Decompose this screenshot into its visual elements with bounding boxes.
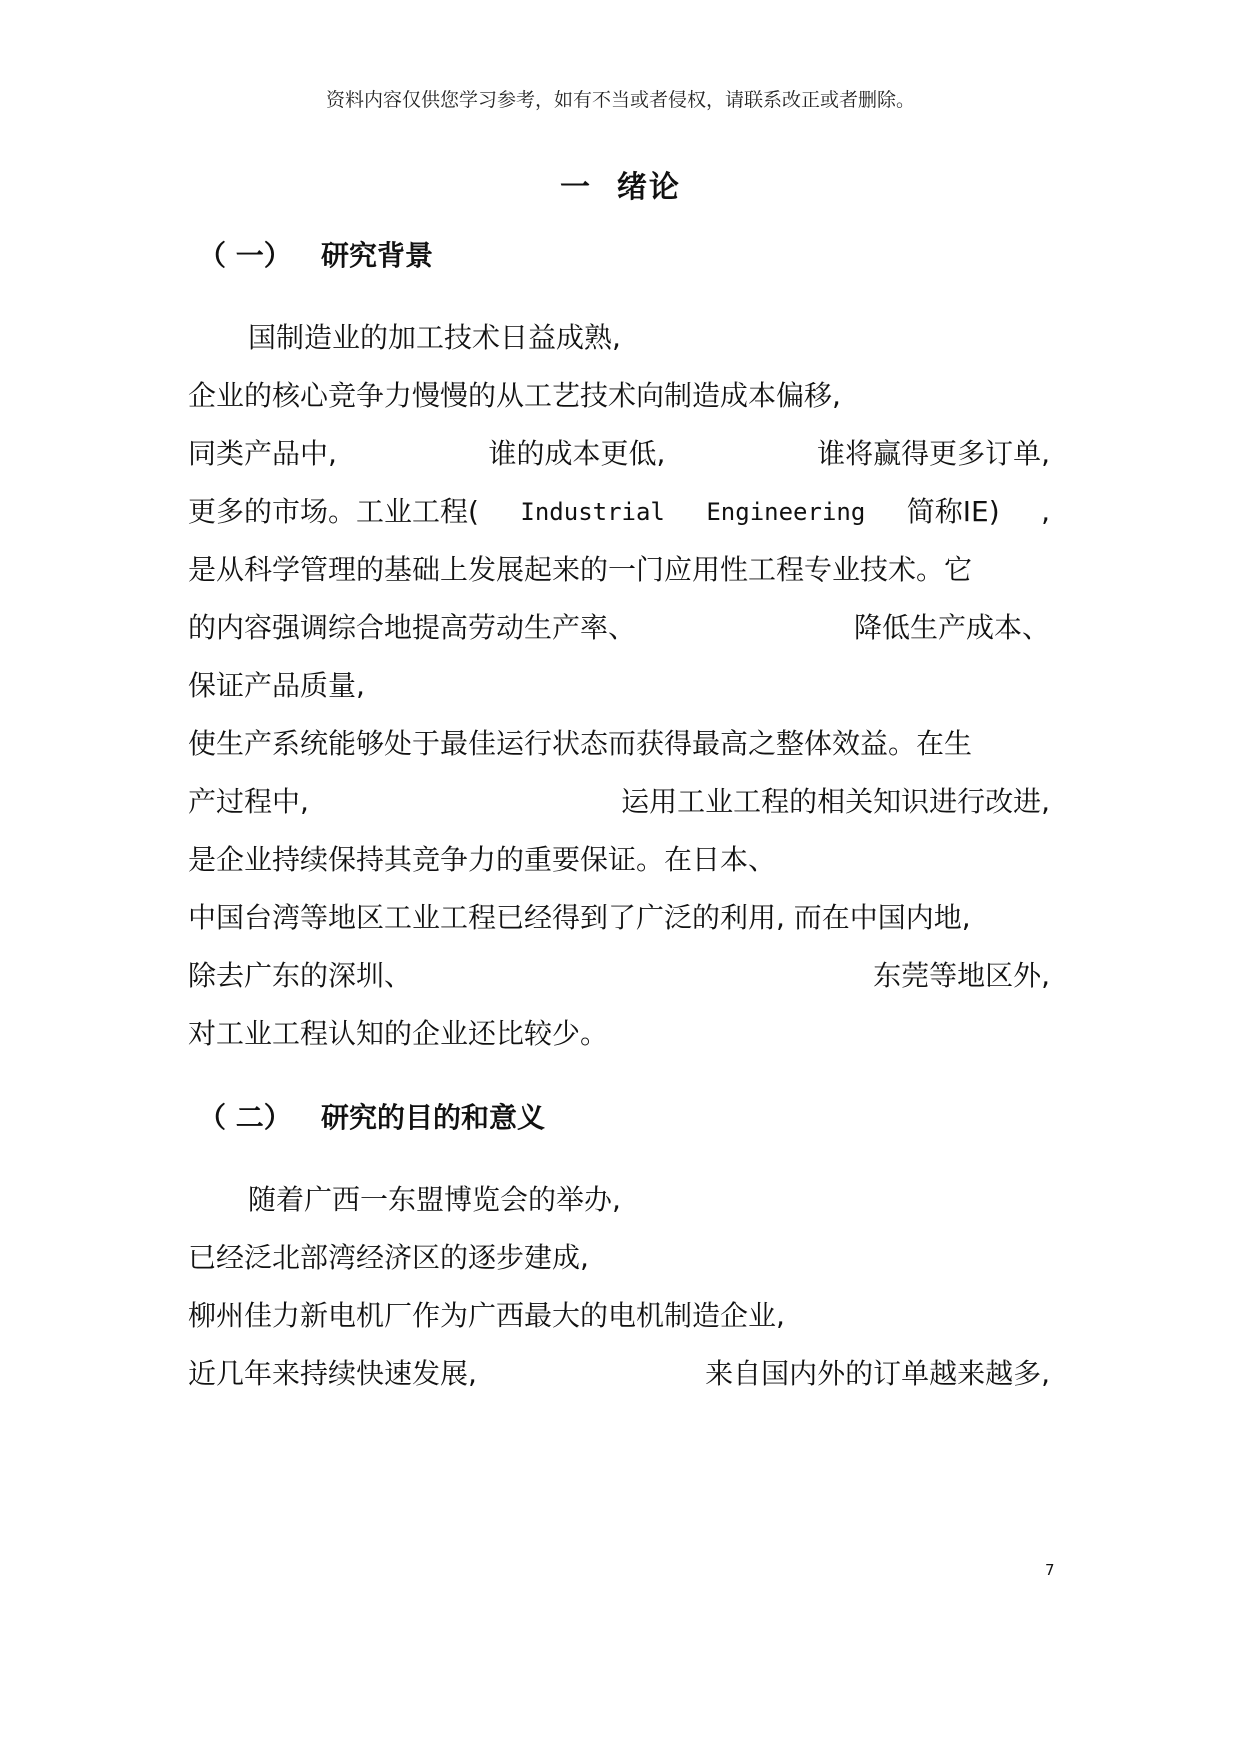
paragraph-line: 是从科学管理的基础上发展起来的一门应用性工程专业技术。它 [188,553,973,586]
text-segment: 除去广东的深圳、 [188,959,413,992]
paragraph-line: 企业的核心竞争力慢慢的从工艺技术向制造成本偏移, [188,379,841,412]
paragraph-line [188,956,1050,996]
paragraph-line [188,434,1050,474]
paragraph-line: 保证产品质量, [188,669,365,702]
text-segment: 产过程中, [188,785,309,818]
text-segment: Engineering [706,498,866,526]
text-segment: 更多的市场。工业工程( [188,495,479,528]
section-heading-purpose: （ 二） 研究的目的和意义 [198,1101,545,1134]
text-segment: 同类产品中, [188,437,337,470]
text-segment: 简称IE) [906,495,1000,528]
section-heading-background: （ 一） 研究背景 [198,239,433,272]
text-segment: 的内容强调综合地提高劳动生产率、 [188,611,637,644]
paragraph-line [188,782,1050,822]
paragraph-line: 使生产系统能够处于最佳运行状态而获得最高之整体效益。在生 [188,727,973,760]
chapter-title: 一 绪论 [560,170,681,205]
paragraph-line [188,1354,1050,1394]
paragraph-line: 柳州佳力新电机厂作为广西最大的电机制造企业, [188,1299,785,1332]
paragraph-line: 中国台湾等地区工业工程已经得到了广泛的利用, 而在中国内地, [188,901,971,934]
page-number: 7 [1045,1561,1055,1579]
paragraph-line: 随着广西一东盟博览会的举办, [248,1183,621,1216]
paragraph-line: 已经泛北部湾经济区的逐步建成, [188,1241,589,1274]
text-segment: Industrial [520,498,665,526]
paragraph-line [188,608,1050,648]
text-segment: 降低生产成本、 [853,611,1050,644]
text-segment: 近几年来持续快速发展, [188,1357,477,1390]
text-segment: 来自国内外的订单越来越多, [705,1357,1050,1390]
text-segment: 谁将赢得更多订单, [817,437,1050,470]
paragraph-line: 国制造业的加工技术日益成熟, [248,321,621,354]
text-segment: 东莞等地区外, [873,959,1050,992]
paragraph-line: 对工业工程认知的企业还比较少。 [188,1017,609,1050]
text-segment: , [1041,495,1050,528]
paragraph-line [188,492,1050,532]
text-segment: 运用工业工程的相关知识进行改进, [621,785,1050,818]
text-segment: 谁的成本更低, [488,437,666,470]
header-disclaimer: 资料内容仅供您学习参考，如有不当或者侵权，请联系改正或者删除。 [325,89,915,111]
paragraph-line: 是企业持续保持其竞争力的重要保证。在日本、 [188,843,777,876]
